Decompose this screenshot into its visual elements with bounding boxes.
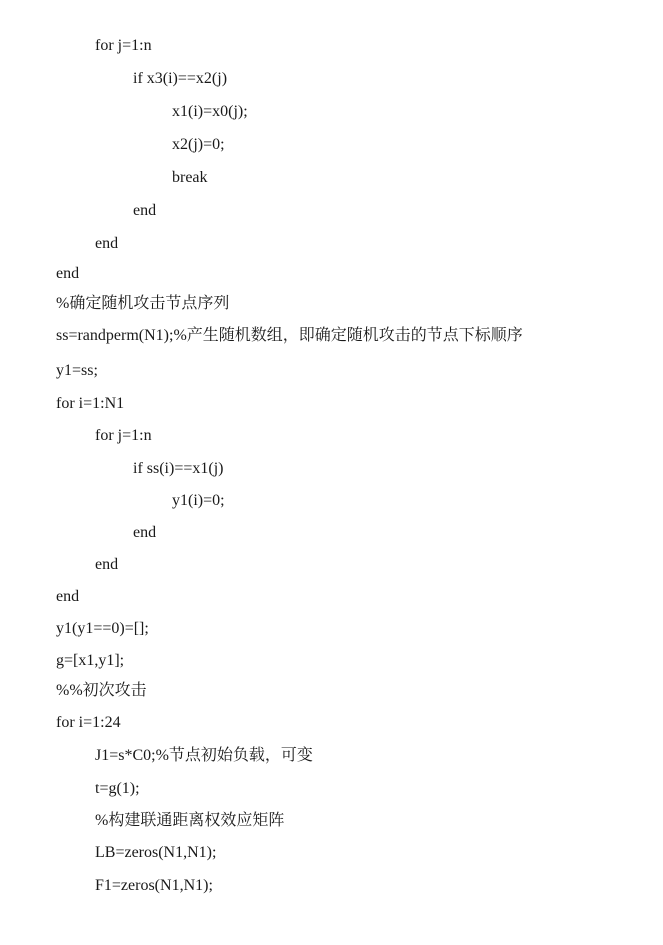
code-line: y1=ss; (56, 362, 98, 379)
code-line: break (172, 169, 208, 186)
code-line: end (133, 524, 157, 541)
code-line: end (133, 202, 157, 219)
code-line: x2(j)=0; (172, 136, 225, 153)
code-line: %确定随机攻击节点序列 (56, 295, 230, 312)
code-line: for i=1:N1 (56, 395, 125, 412)
code-line: J1=s*C0;%节点初始负载，可变 (95, 747, 313, 764)
code-line: F1=zeros(N1,N1); (95, 877, 213, 894)
code-line: end (95, 235, 119, 252)
code-line: LB=zeros(N1,N1); (95, 844, 217, 861)
code-line: y1(i)=0; (172, 492, 225, 509)
code-line: for i=1:24 (56, 714, 121, 731)
code-line: t=g(1); (95, 780, 140, 797)
code-line: end (56, 265, 80, 282)
code-line: x1(i)=x0(j); (172, 103, 248, 120)
code-line: end (95, 556, 119, 573)
code-line: ss=randperm(N1);%产生随机数组，即确定随机攻击的节点下标顺序 (56, 327, 523, 344)
code-line: if x3(i)==x2(j) (133, 70, 228, 87)
code-line: if ss(i)==x1(j) (133, 460, 224, 477)
code-line: %%初次攻击 (56, 682, 147, 699)
code-line: end (56, 588, 80, 605)
code-line: g=[x1,y1]; (56, 652, 125, 669)
code-line: y1(y1==0)=[]; (56, 620, 149, 637)
code-line: for j=1:n (95, 427, 152, 444)
code-line: %构建联通距离权效应矩阵 (95, 812, 285, 829)
code-line: for j=1:n (95, 37, 152, 54)
